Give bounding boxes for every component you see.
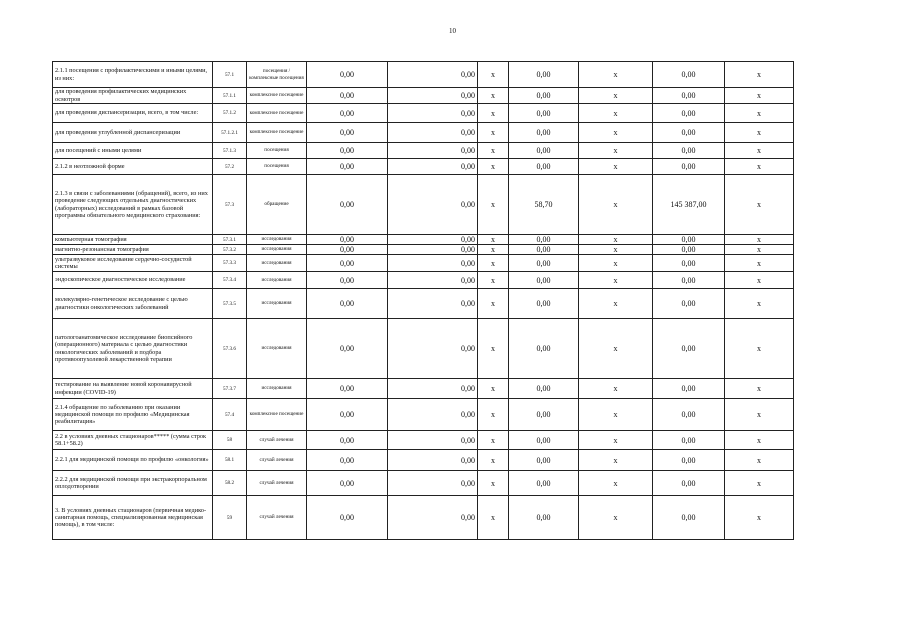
value-cell: 0,00	[653, 319, 725, 379]
x-cell: x	[478, 471, 509, 496]
x-cell: x	[725, 235, 794, 245]
value-cell: 0,00	[388, 379, 478, 399]
x-cell: x	[579, 255, 653, 272]
table-row	[53, 399, 794, 431]
x-cell: x	[478, 450, 509, 471]
value-cell: 0,00	[653, 235, 725, 245]
value-cell: 0,00	[653, 431, 725, 450]
table-row	[53, 319, 794, 379]
value-cell: 0,00	[388, 62, 478, 88]
value-cell: 0,00	[388, 88, 478, 104]
x-cell: x	[725, 431, 794, 450]
value-cell: 0,00	[388, 496, 478, 540]
x-cell: x	[725, 159, 794, 175]
row-code: 57.1.2.1	[213, 123, 247, 143]
row-name: 2.2.2 для медицинской помощи при экстракорпоральном оплодотворении	[53, 471, 213, 496]
x-cell: x	[478, 399, 509, 431]
x-cell: x	[478, 272, 509, 289]
row-unit: комплексное посещение	[247, 123, 307, 143]
value-cell: 0,00	[653, 471, 725, 496]
table-row	[53, 88, 794, 104]
value-cell: 0,00	[307, 255, 388, 272]
value-cell: 0,00	[307, 235, 388, 245]
value-cell: 0,00	[509, 471, 579, 496]
row-unit: посещения	[247, 159, 307, 175]
x-cell: x	[478, 496, 509, 540]
row-unit: обращение	[247, 175, 307, 235]
value-cell: 0,00	[509, 379, 579, 399]
value-cell: 0,00	[653, 289, 725, 319]
x-cell: x	[478, 123, 509, 143]
row-unit: исследования	[247, 235, 307, 245]
row-name: 3. В условиях дневных стационаров (первичная медико-санитарная помощь, специализированная медицинская помощь), в том числе:	[53, 496, 213, 540]
x-cell: x	[579, 496, 653, 540]
table-row	[53, 450, 794, 471]
value-cell: 0,00	[388, 159, 478, 175]
row-name: тестирование на выявление новой коронавирусной инфекции (COVID-19)	[53, 379, 213, 399]
row-code: 57.3.4	[213, 272, 247, 289]
row-name: 2.1.1 посещения с профилактическими и иными целями, из них:	[53, 62, 213, 88]
table-row	[53, 289, 794, 319]
value-cell: 0,00	[509, 289, 579, 319]
value-cell: 58,70	[509, 175, 579, 235]
table-row	[53, 255, 794, 272]
row-name: 2.2 в условиях дневных стационаров***** (сумма строк 58.1+58.2)	[53, 431, 213, 450]
row-unit: комплексное посещение	[247, 104, 307, 123]
value-cell: 0,00	[388, 175, 478, 235]
x-cell: x	[478, 255, 509, 272]
x-cell: x	[478, 431, 509, 450]
table-row	[53, 104, 794, 123]
table-row	[53, 159, 794, 175]
x-cell: x	[725, 88, 794, 104]
row-code: 57.3.2	[213, 245, 247, 255]
x-cell: x	[579, 319, 653, 379]
value-cell: 0,00	[653, 255, 725, 272]
table-row	[53, 471, 794, 496]
x-cell: x	[579, 245, 653, 255]
value-cell: 0,00	[307, 431, 388, 450]
table-row	[53, 235, 794, 245]
x-cell: x	[725, 496, 794, 540]
value-cell: 0,00	[307, 289, 388, 319]
x-cell: x	[725, 123, 794, 143]
value-cell: 145 387,00	[653, 175, 725, 235]
x-cell: x	[478, 245, 509, 255]
table-row	[53, 379, 794, 399]
table-row	[53, 123, 794, 143]
row-unit: случай лечения	[247, 471, 307, 496]
x-cell: x	[579, 123, 653, 143]
x-cell: x	[725, 450, 794, 471]
row-unit: комплексное посещение	[247, 88, 307, 104]
row-name: для проведения диспансеризации, всего, в том числе:	[53, 104, 213, 123]
x-cell: x	[478, 104, 509, 123]
table-row	[53, 245, 794, 255]
row-unit: исследования	[247, 319, 307, 379]
x-cell: x	[725, 289, 794, 319]
row-code: 57.3.6	[213, 319, 247, 379]
x-cell: x	[579, 143, 653, 159]
value-cell: 0,00	[509, 319, 579, 379]
value-cell: 0,00	[509, 235, 579, 245]
value-cell: 0,00	[653, 143, 725, 159]
value-cell: 0,00	[653, 88, 725, 104]
x-cell: x	[579, 159, 653, 175]
table-row	[53, 62, 794, 88]
x-cell: x	[579, 175, 653, 235]
row-code: 57.3.7	[213, 379, 247, 399]
row-unit: комплексное посещение	[247, 399, 307, 431]
value-cell: 0,00	[307, 159, 388, 175]
row-name: 2.1.4 обращение по заболеванию при оказании медицинской помощи по профилю «Медицинская реабилитация»	[53, 399, 213, 431]
x-cell: x	[725, 319, 794, 379]
row-code: 57.1.3	[213, 143, 247, 159]
report-table	[52, 61, 794, 540]
value-cell: 0,00	[509, 255, 579, 272]
row-unit: исследования	[247, 289, 307, 319]
row-unit: посещения / комплексные посещения	[247, 62, 307, 88]
row-code: 57.4	[213, 399, 247, 431]
table-row	[53, 431, 794, 450]
row-code: 57.2	[213, 159, 247, 175]
value-cell: 0,00	[307, 450, 388, 471]
row-unit: случай лечения	[247, 431, 307, 450]
x-cell: x	[725, 245, 794, 255]
x-cell: x	[579, 399, 653, 431]
value-cell: 0,00	[509, 104, 579, 123]
value-cell: 0,00	[509, 272, 579, 289]
x-cell: x	[579, 104, 653, 123]
row-name: патологоанатомическое исследование биопсийного (операционного) материала с целью диагностики онкологических заболеваний и подбора противоопухолевой лекарственной терапии	[53, 319, 213, 379]
value-cell: 0,00	[509, 399, 579, 431]
row-code: 58	[213, 431, 247, 450]
value-cell: 0,00	[307, 399, 388, 431]
x-cell: x	[579, 272, 653, 289]
row-code: 57.3	[213, 175, 247, 235]
value-cell: 0,00	[388, 399, 478, 431]
value-cell: 0,00	[388, 235, 478, 245]
row-name: эндоскопическое диагностическое исследование	[53, 272, 213, 289]
value-cell: 0,00	[307, 143, 388, 159]
value-cell: 0,00	[509, 143, 579, 159]
value-cell: 0,00	[653, 245, 725, 255]
row-name: 2.1.2 в неотложной форме	[53, 159, 213, 175]
row-code: 57.1.2	[213, 104, 247, 123]
row-code: 58.2	[213, 471, 247, 496]
row-code: 57.3.5	[213, 289, 247, 319]
x-cell: x	[579, 88, 653, 104]
x-cell: x	[478, 289, 509, 319]
row-unit: исследования	[247, 255, 307, 272]
x-cell: x	[725, 62, 794, 88]
x-cell: x	[725, 143, 794, 159]
value-cell: 0,00	[388, 319, 478, 379]
row-code: 57.3.1	[213, 235, 247, 245]
value-cell: 0,00	[653, 450, 725, 471]
value-cell: 0,00	[653, 496, 725, 540]
value-cell: 0,00	[653, 399, 725, 431]
value-cell: 0,00	[388, 123, 478, 143]
x-cell: x	[478, 159, 509, 175]
value-cell: 0,00	[509, 245, 579, 255]
value-cell: 0,00	[388, 245, 478, 255]
row-name: компьютерная томография	[53, 235, 213, 245]
value-cell: 0,00	[307, 88, 388, 104]
value-cell: 0,00	[388, 471, 478, 496]
x-cell: x	[725, 379, 794, 399]
row-name: 2.2.1 для медицинской помощи по профилю «онкология»	[53, 450, 213, 471]
x-cell: x	[579, 450, 653, 471]
x-cell: x	[725, 175, 794, 235]
value-cell: 0,00	[653, 159, 725, 175]
value-cell: 0,00	[509, 159, 579, 175]
value-cell: 0,00	[388, 450, 478, 471]
x-cell: x	[725, 471, 794, 496]
x-cell: x	[478, 143, 509, 159]
x-cell: x	[579, 471, 653, 496]
value-cell: 0,00	[653, 379, 725, 399]
value-cell: 0,00	[653, 62, 725, 88]
value-cell: 0,00	[509, 88, 579, 104]
value-cell: 0,00	[388, 431, 478, 450]
row-code: 59	[213, 496, 247, 540]
x-cell: x	[579, 62, 653, 88]
x-cell: x	[579, 289, 653, 319]
value-cell: 0,00	[509, 431, 579, 450]
value-cell: 0,00	[307, 175, 388, 235]
value-cell: 0,00	[307, 123, 388, 143]
value-cell: 0,00	[307, 379, 388, 399]
value-cell: 0,00	[307, 104, 388, 123]
x-cell: x	[579, 235, 653, 245]
row-name: магнитно-резонансная томография	[53, 245, 213, 255]
value-cell: 0,00	[307, 319, 388, 379]
row-name: для проведения профилактических медицинских осмотров	[53, 88, 213, 104]
row-code: 57.1.1	[213, 88, 247, 104]
x-cell: x	[478, 88, 509, 104]
value-cell: 0,00	[388, 143, 478, 159]
row-unit: исследования	[247, 245, 307, 255]
row-unit: случай лечения	[247, 496, 307, 540]
row-code: 57.3.3	[213, 255, 247, 272]
row-name: для посещений с иными целями	[53, 143, 213, 159]
row-name: ультразвуковое исследование сердечно-сосудистой системы	[53, 255, 213, 272]
row-unit: случай лечения	[247, 450, 307, 471]
table-row	[53, 175, 794, 235]
value-cell: 0,00	[307, 62, 388, 88]
value-cell: 0,00	[307, 496, 388, 540]
x-cell: x	[478, 62, 509, 88]
value-cell: 0,00	[653, 272, 725, 289]
x-cell: x	[478, 235, 509, 245]
value-cell: 0,00	[509, 123, 579, 143]
value-cell: 0,00	[509, 62, 579, 88]
table-row	[53, 496, 794, 540]
row-code: 57.1	[213, 62, 247, 88]
value-cell: 0,00	[509, 496, 579, 540]
x-cell: x	[725, 399, 794, 431]
value-cell: 0,00	[388, 255, 478, 272]
value-cell: 0,00	[307, 245, 388, 255]
x-cell: x	[579, 379, 653, 399]
row-unit: исследования	[247, 272, 307, 289]
x-cell: x	[478, 175, 509, 235]
x-cell: x	[725, 255, 794, 272]
value-cell: 0,00	[388, 272, 478, 289]
row-unit: исследования	[247, 379, 307, 399]
x-cell: x	[478, 379, 509, 399]
x-cell: x	[725, 104, 794, 123]
x-cell: x	[478, 319, 509, 379]
value-cell: 0,00	[307, 471, 388, 496]
row-name: молекулярно-генетическое исследование с целью диагностики онкологических заболеваний	[53, 289, 213, 319]
value-cell: 0,00	[388, 104, 478, 123]
value-cell: 0,00	[509, 450, 579, 471]
value-cell: 0,00	[653, 104, 725, 123]
value-cell: 0,00	[388, 289, 478, 319]
row-name: 2.1.3 в связи с заболеваниями (обращений), всего, из них проведение следующих отдельных диагностических (лабораторных) исследований в рамках базовой программы обязательного медицинского страхования:	[53, 175, 213, 235]
x-cell: x	[725, 272, 794, 289]
row-unit: посещения	[247, 143, 307, 159]
row-code: 58.1	[213, 450, 247, 471]
value-cell: 0,00	[653, 123, 725, 143]
value-cell: 0,00	[307, 272, 388, 289]
page-number: 10	[449, 27, 456, 35]
row-name: для проведения углубленной диспансеризации	[53, 123, 213, 143]
table-row	[53, 272, 794, 289]
x-cell: x	[579, 431, 653, 450]
table-row	[53, 143, 794, 159]
